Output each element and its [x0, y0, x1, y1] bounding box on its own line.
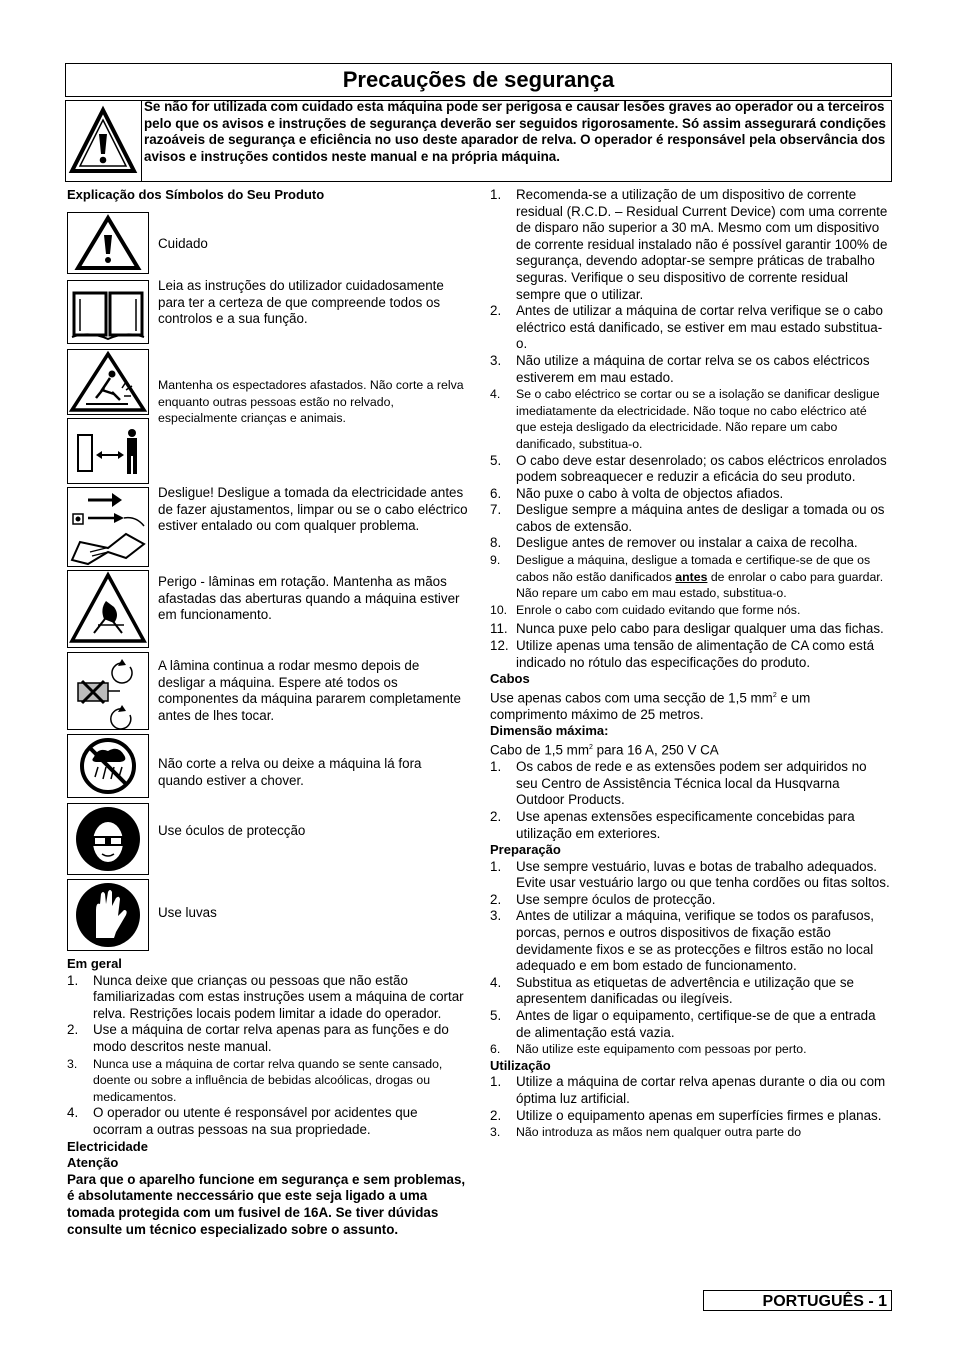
list-item: 3. Não introduza as mãos nem qualquer outra parte do: [490, 1125, 802, 1140]
list-item: 4. O operador ou utente é responsável por acidentes que ocorram a outras pessoas na sua propriedade.: [67, 1105, 418, 1137]
symbol-text: Use óculos de protecção: [158, 823, 306, 838]
symbol-text: Cuidado: [158, 236, 208, 251]
electricity-warning: Para que o aparelho funcione em segurança e sem problemas, é absolutamente neccessário que este seja ligado a uma tomada protegida com um fusivel de 16A. Se tiver dúvidas consulte um técnico especializado sobre o assunto.: [67, 1171, 466, 1237]
symbols-heading: Explicação dos Símbolos do Seu Produto: [67, 187, 325, 202]
page-footer-language: PORTUGUÊS - 1: [703, 1290, 892, 1311]
unplug-icon: [67, 487, 149, 567]
list-item: 5. O cabo deve estar desenrolado; os cabos eléctricos enrolados podem sobreaquecer e reduzir a eficácia do seu produto.: [490, 452, 887, 485]
left-column-text: [67, 956, 467, 1238]
max-dimension-text: Cabo de 1,5 $mm^2$ para 16 A, 250 V CA: [490, 742, 719, 758]
safety-warning-box: [65, 100, 892, 182]
list-item: 1. Nunca deixe que crianças ou pessoas que não estão familiarizadas com estas instruções usem a máquina de cortar relva. Restrições locais podem limitar a idade do operador.: [67, 972, 464, 1021]
symbol-text: Desligue! Desligue a tomada da electricidade antes de fazer ajustamentos, limpar ou se o cabo eléctrico estiver entalado ou com qualquer problema.: [158, 485, 468, 534]
usage-list: [490, 1074, 890, 1140]
list-item: 2. Use a máquina de cortar relva apenas para as funções e do modo descritos neste manual.: [67, 1022, 449, 1054]
list-item: 3. Nunca use a máquina de cortar relva quando se sente cansado, doente ou sobre a influência de bebidas alcoólicas, drogas ou medicamentos.: [67, 1056, 443, 1104]
symbol-text: Leia as instruções do utilizador cuidadosamente para ter a certeza de que compreende todos os controlos e a sua função.: [158, 278, 444, 327]
usage-heading: Utilização: [490, 1057, 551, 1073]
list-item: 6. Não puxe o cabo à volta de objectos afiados.: [490, 485, 784, 501]
electricity-heading: Electricidade: [67, 1138, 148, 1154]
symbol-text: Use luvas: [158, 905, 217, 920]
list-item: 2. Utilize o equipamento apenas em superfícies firmes e planas.: [490, 1107, 882, 1123]
symbol-text: Não corte a relva ou deixe a máquina lá fora quando estiver a chover.: [158, 756, 422, 788]
list-item: 10. Enrole o cabo com cuidado evitando que forme nós.: [490, 602, 801, 617]
max-dimension-heading: Dimensão máxima:: [490, 723, 609, 739]
list-item: 3. Antes de utilizar a máquina, verifique se todos os parafusos, porcas, pernos e outros dispositivos de fixação estão devidamente fixos e se as protecções e filtros estão no local adequado e em bom estado de funcionamento.: [490, 908, 875, 974]
warning-triangle-icon: [66, 101, 142, 181]
blade-rundown-icon: [67, 652, 149, 730]
list-item: 1. Use sempre vestuário, luvas e botas de trabalho adequados. Evite usar vestuário largo ou que tenha cordões ou fitas soltos.: [490, 858, 890, 891]
general-heading: Em geral: [67, 956, 122, 971]
gloves-icon: [67, 879, 149, 951]
eye-protection-icon: [67, 803, 149, 875]
keep-distance-icon: [67, 418, 149, 484]
list-item: 1. Utilize a máquina de cortar relva apenas durante o dia ou com óptima luz artificial.: [490, 1074, 886, 1106]
caution-triangle-icon: [67, 212, 149, 274]
cables-text: Use apenas cabos com uma secção de 1,5 $mm^2$ e um comprimento máximo de 25 metros.: [490, 690, 811, 722]
list-item: 1. Os cabos de rede e as extensões podem ser adquiridos no seu Centro de Assistência Técnica local da Husqvarna Outdoor Products.: [490, 759, 867, 808]
list-item: 3. Não utilize a máquina de cortar relva se os cabos eléctricos estiverem em mau estado.: [490, 352, 870, 385]
rotating-blade-icon: [67, 570, 149, 648]
instruction-book-icon: [67, 280, 149, 344]
symbol-text: A lâmina continua a rodar mesmo depois de desligar a máquina. Espere até todos os componentes da máquina pararem completamente antes de lhes tocar.: [158, 658, 461, 723]
cables-heading: Cabos: [490, 671, 530, 687]
no-rain-icon: [67, 734, 149, 798]
list-item: 9. Desligue a máquina, desligue a tomada e certifique-se de que os cabos não estão danificados antes de enrolar o cabo para guardar. Não repare um cabo em mau estado, substitua-o.: [490, 553, 884, 601]
list-item: 2. Use apenas extensões especificamente concebidas para utilização em exteriores.: [490, 808, 855, 841]
list-item: 8. Desligue antes de remover ou instalar a caixa de recolha.: [490, 535, 858, 551]
right-column-text: [490, 187, 890, 1141]
max-dimension-list: [490, 759, 890, 842]
preparation-list: [490, 859, 890, 1058]
list-item: 2. Use sempre óculos de protecção.: [490, 891, 716, 907]
preparation-heading: Preparação: [490, 842, 561, 858]
page-title: Precauções de segurança: [65, 63, 892, 97]
list-item: 6. Não utilize este equipamento com pessoas por perto.: [490, 1042, 807, 1057]
general-list: [67, 973, 467, 1139]
list-item: 11. Nunca puxe pelo cabo para desligar qualquer uma das fichas.: [490, 621, 884, 637]
attention-heading: Atenção: [67, 1155, 119, 1171]
symbol-text: Perigo - lâminas em rotação. Mantenha as mãos afastadas das aberturas quando a máquina estiver em funcionamento.: [158, 574, 460, 623]
list-item: 7. Desligue sempre a máquina antes de desligar a tomada ou os cabos de extensão.: [490, 502, 885, 534]
bystanders-hazard-icon: [67, 349, 149, 415]
list-item: 4. Substitua as etiquetas de advertência e utilização que se apresentem danificadas ou ilegíveis.: [490, 974, 854, 1007]
electric-list: [490, 187, 890, 671]
list-item: 1. Recomenda-se a utilização de um dispositivo de corrente residual (R.C.D. – Residual Current Device) com uma corrente de disparo não superior a 30 mA. Mesmo com um dispositivo de corrente residual instalado não é possível garantir 100% de segurança, devendo adoptar-se sempre práticas de trabalho seguras. Verifique o seu dispositivo de corrente residual sempre que o utilizar.: [490, 187, 888, 302]
list-item: 5. Antes de ligar o equipamento, certifique-se de que a entrada de alimentação está vazia.: [490, 1008, 876, 1040]
list-item: 4. Se o cabo eléctrico se cortar ou se a isolação se danificar desligue imediatamente da electricidade. Não toque no cabo eléctrico até que esteja desligado da electricidade. Não repare um cabo danificado, substitua-o.: [490, 387, 880, 451]
safety-warning-text: Se não for utilizada com cuidado esta máquina pode ser perigosa e causar lesões graves ao operador ou a terceiros pelo que os avisos e instruções de segurança deverão ser seguidos rigorosamente. Só assim assegurará condições razoáveis de segurança e eficiência no uso deste aparador de relva. O operador é responsável pela observância dos avisos e instruções contidos neste manual e na própria máquina.: [144, 99, 886, 164]
list-item: 2. Antes de utilizar a máquina de cortar relva verifique se o cabo eléctrico está danificado, se estiver em mau estado substitua-o.: [490, 303, 883, 352]
list-item: 12. Utilize apenas uma tensão de alimentação de CA como está indicado no rótulo das especificações do produto.: [490, 638, 875, 670]
symbol-text: Mantenha os espectadores afastados. Não corte a relva enquanto outras pessoas estão no relvado, especialmente crianças e animais.: [158, 378, 464, 426]
